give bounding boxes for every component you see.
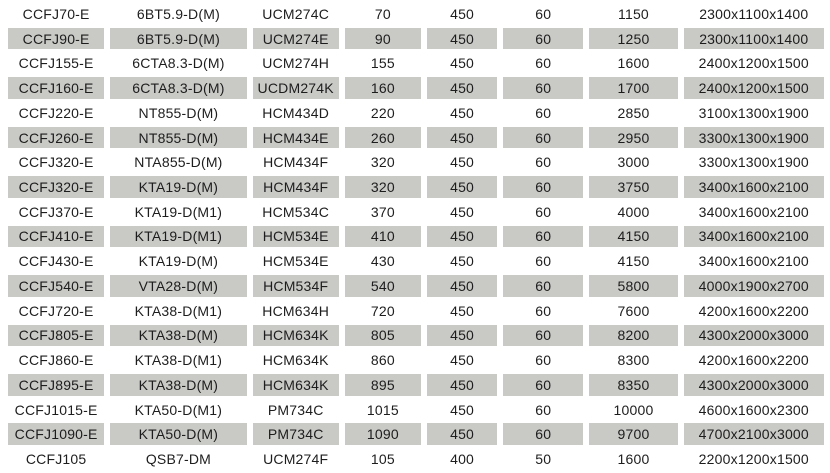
- table-cell: HCM534F: [253, 275, 339, 297]
- table-cell: 2300x1100x1400: [684, 28, 824, 50]
- table-cell: 1700: [589, 77, 677, 99]
- table-row: [8, 77, 824, 99]
- table-cell: 1015: [345, 399, 421, 421]
- table-cell: HCM534E: [253, 226, 339, 248]
- table-cell: 50: [503, 448, 583, 470]
- table-cell: 540: [345, 275, 421, 297]
- table-cell: 1090: [345, 423, 421, 445]
- table-cell: 8200: [589, 325, 677, 347]
- table-cell: HCM634K: [253, 325, 339, 347]
- table-cell: 3400x1600x2100: [684, 226, 824, 248]
- table-row: [8, 102, 824, 124]
- table-cell: 450: [427, 28, 497, 50]
- table-cell: 320: [345, 176, 421, 198]
- table-cell: 450: [427, 349, 497, 371]
- table-row: [8, 201, 824, 223]
- table-cell: 450: [427, 300, 497, 322]
- table-cell: 70: [345, 3, 421, 25]
- table-cell: 60: [503, 127, 583, 149]
- table-cell: 4700x2100x3000: [684, 423, 824, 445]
- table-cell: UCDM274K: [253, 77, 339, 99]
- spec-table-body: [8, 3, 824, 470]
- table-cell: 4150: [589, 226, 677, 248]
- table-cell: CCFJ720-E: [8, 300, 104, 322]
- table-row: [8, 275, 824, 297]
- table-cell: 9700: [589, 423, 677, 445]
- table-cell: 2950: [589, 127, 677, 149]
- table-cell: NT855-D(M): [110, 127, 246, 149]
- table-cell: CCFJ1015-E: [8, 399, 104, 421]
- table-cell: KTA50-D(M): [110, 423, 246, 445]
- table-cell: KTA19-D(M1): [110, 226, 246, 248]
- table-cell: 1600: [589, 52, 677, 74]
- table-cell: HCM534C: [253, 201, 339, 223]
- table-cell: 7600: [589, 300, 677, 322]
- table-cell: CCFJ90-E: [8, 28, 104, 50]
- table-cell: 1250: [589, 28, 677, 50]
- table-cell: 2850: [589, 102, 677, 124]
- table-cell: UCM274F: [253, 448, 339, 470]
- table-row: [8, 374, 824, 396]
- table-cell: 3400x1600x2100: [684, 201, 824, 223]
- table-row: [8, 423, 824, 445]
- table-cell: 4300x2000x3000: [684, 325, 824, 347]
- table-cell: 90: [345, 28, 421, 50]
- table-cell: 3300x1300x1900: [684, 127, 824, 149]
- table-cell: NT855-D(M): [110, 102, 246, 124]
- table-cell: 4200x1600x2200: [684, 300, 824, 322]
- table-cell: 60: [503, 28, 583, 50]
- table-cell: KTA38-D(M): [110, 374, 246, 396]
- table-cell: 60: [503, 151, 583, 173]
- table-cell: 860: [345, 349, 421, 371]
- table-cell: HCM534E: [253, 250, 339, 272]
- table-cell: UCM274E: [253, 28, 339, 50]
- table-cell: 60: [503, 325, 583, 347]
- table-cell: CCFJ430-E: [8, 250, 104, 272]
- table-row: [8, 3, 824, 25]
- table-cell: 8300: [589, 349, 677, 371]
- table-cell: 3100x1300x1900: [684, 102, 824, 124]
- table-cell: KTA50-D(M1): [110, 399, 246, 421]
- table-cell: 4300x2000x3000: [684, 374, 824, 396]
- table-cell: KTA38-D(M1): [110, 300, 246, 322]
- table-cell: 3750: [589, 176, 677, 198]
- table-cell: 430: [345, 250, 421, 272]
- table-row: [8, 28, 824, 50]
- table-cell: 450: [427, 127, 497, 149]
- table-cell: CCFJ370-E: [8, 201, 104, 223]
- table-cell: 3400x1600x2100: [684, 176, 824, 198]
- table-cell: 410: [345, 226, 421, 248]
- table-cell: 1150: [589, 3, 677, 25]
- table-cell: 60: [503, 275, 583, 297]
- table-row: [8, 399, 824, 421]
- table-cell: CCFJ260-E: [8, 127, 104, 149]
- table-cell: KTA38-D(M): [110, 325, 246, 347]
- table-cell: HCM634K: [253, 349, 339, 371]
- table-cell: 450: [427, 399, 497, 421]
- table-cell: 3300x1300x1900: [684, 151, 824, 173]
- table-cell: 4200x1600x2200: [684, 349, 824, 371]
- table-cell: HCM434D: [253, 102, 339, 124]
- table-cell: CCFJ220-E: [8, 102, 104, 124]
- table-cell: KTA38-D(M1): [110, 349, 246, 371]
- table-cell: 4000x1900x2700: [684, 275, 824, 297]
- table-cell: CCFJ410-E: [8, 226, 104, 248]
- table-cell: 6CTA8.3-D(M): [110, 77, 246, 99]
- table-cell: 4600x1600x2300: [684, 399, 824, 421]
- table-cell: KTA19-D(M): [110, 176, 246, 198]
- table-cell: NTA855-D(M): [110, 151, 246, 173]
- table-row: [8, 250, 824, 272]
- table-cell: CCFJ155-E: [8, 52, 104, 74]
- table-cell: 3400x1600x2100: [684, 250, 824, 272]
- table-cell: QSB7-DM: [110, 448, 246, 470]
- table-cell: 60: [503, 201, 583, 223]
- table-cell: 220: [345, 102, 421, 124]
- table-row: [8, 300, 824, 322]
- table-cell: 10000: [589, 399, 677, 421]
- table-cell: CCFJ805-E: [8, 325, 104, 347]
- table-cell: 60: [503, 176, 583, 198]
- table-cell: VTA28-D(M): [110, 275, 246, 297]
- table-cell: 2400x1200x1500: [684, 77, 824, 99]
- table-cell: HCM634H: [253, 300, 339, 322]
- table-cell: 60: [503, 77, 583, 99]
- table-cell: UCM274H: [253, 52, 339, 74]
- table-row: [8, 52, 824, 74]
- table-row: [8, 325, 824, 347]
- table-cell: 450: [427, 226, 497, 248]
- table-cell: 60: [503, 226, 583, 248]
- table-cell: HCM434E: [253, 127, 339, 149]
- table-row: [8, 151, 824, 173]
- table-cell: CCFJ540-E: [8, 275, 104, 297]
- table-cell: 60: [503, 300, 583, 322]
- table-cell: 450: [427, 3, 497, 25]
- table-cell: 450: [427, 325, 497, 347]
- table-cell: 2200x1200x1500: [684, 448, 824, 470]
- table-cell: 60: [503, 349, 583, 371]
- table-cell: KTA19-D(M): [110, 250, 246, 272]
- table-cell: HCM434F: [253, 151, 339, 173]
- table-cell: 6BT5.9-D(M): [110, 3, 246, 25]
- table-cell: CCFJ105: [8, 448, 104, 470]
- table-cell: 6BT5.9-D(M): [110, 28, 246, 50]
- table-cell: CCFJ160-E: [8, 77, 104, 99]
- table-cell: 4000: [589, 201, 677, 223]
- table-cell: 3000: [589, 151, 677, 173]
- table-cell: CCFJ70-E: [8, 3, 104, 25]
- table-cell: 105: [345, 448, 421, 470]
- table-row: [8, 448, 824, 470]
- table-row: [8, 226, 824, 248]
- table-cell: PM734C: [253, 399, 339, 421]
- table-cell: 895: [345, 374, 421, 396]
- table-cell: 155: [345, 52, 421, 74]
- table-cell: 450: [427, 102, 497, 124]
- table-cell: KTA19-D(M1): [110, 201, 246, 223]
- table-cell: 2400x1200x1500: [684, 52, 824, 74]
- table-cell: PM734C: [253, 423, 339, 445]
- table-cell: 370: [345, 201, 421, 223]
- table-cell: 6CTA8.3-D(M): [110, 52, 246, 74]
- table-cell: 60: [503, 399, 583, 421]
- table-cell: 450: [427, 52, 497, 74]
- table-cell: 720: [345, 300, 421, 322]
- table-cell: 60: [503, 102, 583, 124]
- table-cell: 8350: [589, 374, 677, 396]
- table-cell: 450: [427, 275, 497, 297]
- table-cell: HCM434F: [253, 176, 339, 198]
- table-cell: CCFJ320-E: [8, 151, 104, 173]
- table-cell: 400: [427, 448, 497, 470]
- table-cell: UCM274C: [253, 3, 339, 25]
- table-cell: 60: [503, 3, 583, 25]
- table-cell: 320: [345, 151, 421, 173]
- table-cell: 60: [503, 52, 583, 74]
- table-cell: 450: [427, 77, 497, 99]
- table-cell: CCFJ1090-E: [8, 423, 104, 445]
- table-row: [8, 349, 824, 371]
- table-row: [8, 176, 824, 198]
- table-cell: HCM634K: [253, 374, 339, 396]
- table-cell: 450: [427, 176, 497, 198]
- table-cell: 450: [427, 201, 497, 223]
- table-cell: 450: [427, 374, 497, 396]
- table-cell: 2300x1100x1400: [684, 3, 824, 25]
- table-cell: 5800: [589, 275, 677, 297]
- table-cell: 160: [345, 77, 421, 99]
- table-cell: CCFJ860-E: [8, 349, 104, 371]
- table-cell: 805: [345, 325, 421, 347]
- table-cell: 450: [427, 250, 497, 272]
- generator-spec-table: [2, 0, 830, 473]
- table-cell: CCFJ895-E: [8, 374, 104, 396]
- table-cell: 1600: [589, 448, 677, 470]
- table-cell: 450: [427, 423, 497, 445]
- table-cell: CCFJ320-E: [8, 176, 104, 198]
- table-cell: 60: [503, 374, 583, 396]
- table-cell: 4150: [589, 250, 677, 272]
- table-cell: 60: [503, 250, 583, 272]
- table-cell: 450: [427, 151, 497, 173]
- table-cell: 60: [503, 423, 583, 445]
- table-row: [8, 127, 824, 149]
- table-cell: 260: [345, 127, 421, 149]
